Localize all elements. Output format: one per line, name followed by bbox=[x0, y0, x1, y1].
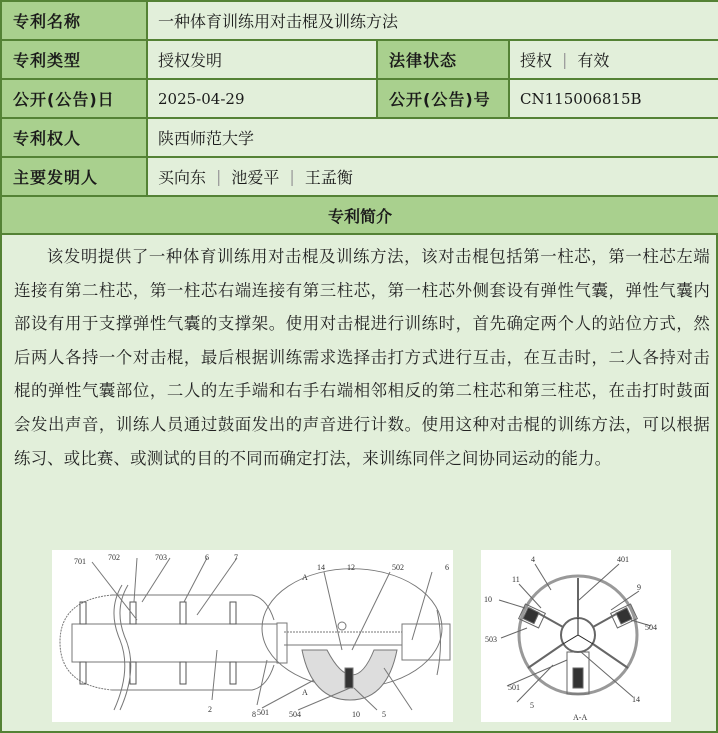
legal-status-item: 授权 bbox=[520, 51, 553, 70]
svg-text:10: 10 bbox=[352, 710, 360, 719]
svg-text:5: 5 bbox=[530, 701, 534, 710]
svg-text:5: 5 bbox=[382, 710, 386, 719]
inventor-name: 王孟衡 bbox=[304, 168, 353, 187]
svg-text:A: A bbox=[302, 573, 308, 582]
patent-type-value: 授权发明 bbox=[146, 41, 376, 78]
separator: | bbox=[562, 50, 568, 69]
svg-text:9: 9 bbox=[637, 583, 641, 592]
svg-text:14: 14 bbox=[632, 695, 640, 704]
legal-status-value bbox=[508, 41, 718, 78]
side-view-drawing bbox=[52, 550, 453, 722]
svg-text:6: 6 bbox=[205, 553, 209, 562]
inventors-value bbox=[146, 158, 718, 195]
title-label: 专利名称 bbox=[2, 2, 146, 39]
svg-text:10: 10 bbox=[484, 595, 492, 604]
svg-text:703: 703 bbox=[155, 553, 167, 562]
figure-cross-section bbox=[481, 550, 671, 722]
figure-side-view bbox=[52, 550, 453, 722]
svg-text:6: 6 bbox=[445, 563, 449, 572]
svg-text:401: 401 bbox=[617, 555, 629, 564]
svg-text:7: 7 bbox=[234, 553, 238, 562]
pub-date-label: 公开(公告)日 bbox=[2, 80, 146, 117]
row-type-status bbox=[2, 39, 718, 78]
svg-text:702: 702 bbox=[108, 553, 120, 562]
inventors-label: 主要发明人 bbox=[2, 158, 146, 195]
row-title bbox=[2, 0, 718, 39]
legal-status-item: 有效 bbox=[577, 51, 610, 70]
row-inventors bbox=[2, 156, 718, 195]
pub-number-label: 公开(公告)号 bbox=[376, 80, 508, 117]
svg-text:502: 502 bbox=[392, 563, 404, 572]
legal-status-label: 法律状态 bbox=[376, 41, 508, 78]
row-patentee bbox=[2, 117, 718, 156]
svg-text:501: 501 bbox=[257, 708, 269, 717]
row-publication bbox=[2, 78, 718, 117]
pub-date-value: 2025-04-29 bbox=[146, 80, 376, 117]
svg-text:14: 14 bbox=[317, 563, 325, 572]
svg-text:504: 504 bbox=[289, 710, 301, 719]
separator: | bbox=[289, 167, 295, 186]
summary-header: 专利简介 bbox=[2, 195, 718, 235]
svg-text:A: A bbox=[302, 688, 308, 697]
title-value: 一种体育训练用对击棍及训练方法 bbox=[146, 2, 718, 39]
abstract-text: 该发明提供了一种体育训练用对击棍及训练方法，该对击棍包括第一柱芯，第一柱芯左端连接有第二柱芯，第一柱芯右端连接有第三柱芯，第一柱芯外侧套设有弹性气囊，弹性气囊内部设有用于支撑弹性气囊的支撑架。使用对击棍进行训练时，首先确定两个人的站位方式，然后两人各持一个对击棍，最后根据训练需求选择击打方式进行互击，在互击时，二人各持对击棍的弹性气囊部位，二人的左手端和右手右端相邻相反的第二柱芯和第三柱芯，在击打时鼓面会发出声音，训练人员通过鼓面发出的声音进行计数。使用这种对击棍的训练方法，可以根据练习、或比赛、或测试的目的不同而确定打法，来训练同伴之间协同运动的能力。 bbox=[14, 247, 710, 468]
inventor-name: 买向东 bbox=[158, 168, 207, 187]
patentee-label: 专利权人 bbox=[2, 119, 146, 156]
svg-text:11: 11 bbox=[512, 575, 520, 584]
svg-text:504: 504 bbox=[645, 623, 657, 632]
svg-text:501: 501 bbox=[508, 683, 520, 692]
svg-text:503: 503 bbox=[485, 635, 497, 644]
section-caption: A-A bbox=[573, 713, 588, 722]
svg-text:4: 4 bbox=[531, 555, 535, 564]
inventor-name: 池爱平 bbox=[231, 168, 280, 187]
patentee-value: 陕西师范大学 bbox=[146, 119, 718, 156]
svg-text:701: 701 bbox=[74, 557, 86, 566]
pub-number-value: CN115006815B bbox=[508, 80, 718, 117]
svg-text:8: 8 bbox=[252, 710, 256, 719]
svg-text:12: 12 bbox=[347, 563, 355, 572]
separator: | bbox=[216, 167, 222, 186]
cross-section-drawing bbox=[481, 550, 671, 722]
svg-text:2: 2 bbox=[208, 705, 212, 714]
patent-type-label: 专利类型 bbox=[2, 41, 146, 78]
